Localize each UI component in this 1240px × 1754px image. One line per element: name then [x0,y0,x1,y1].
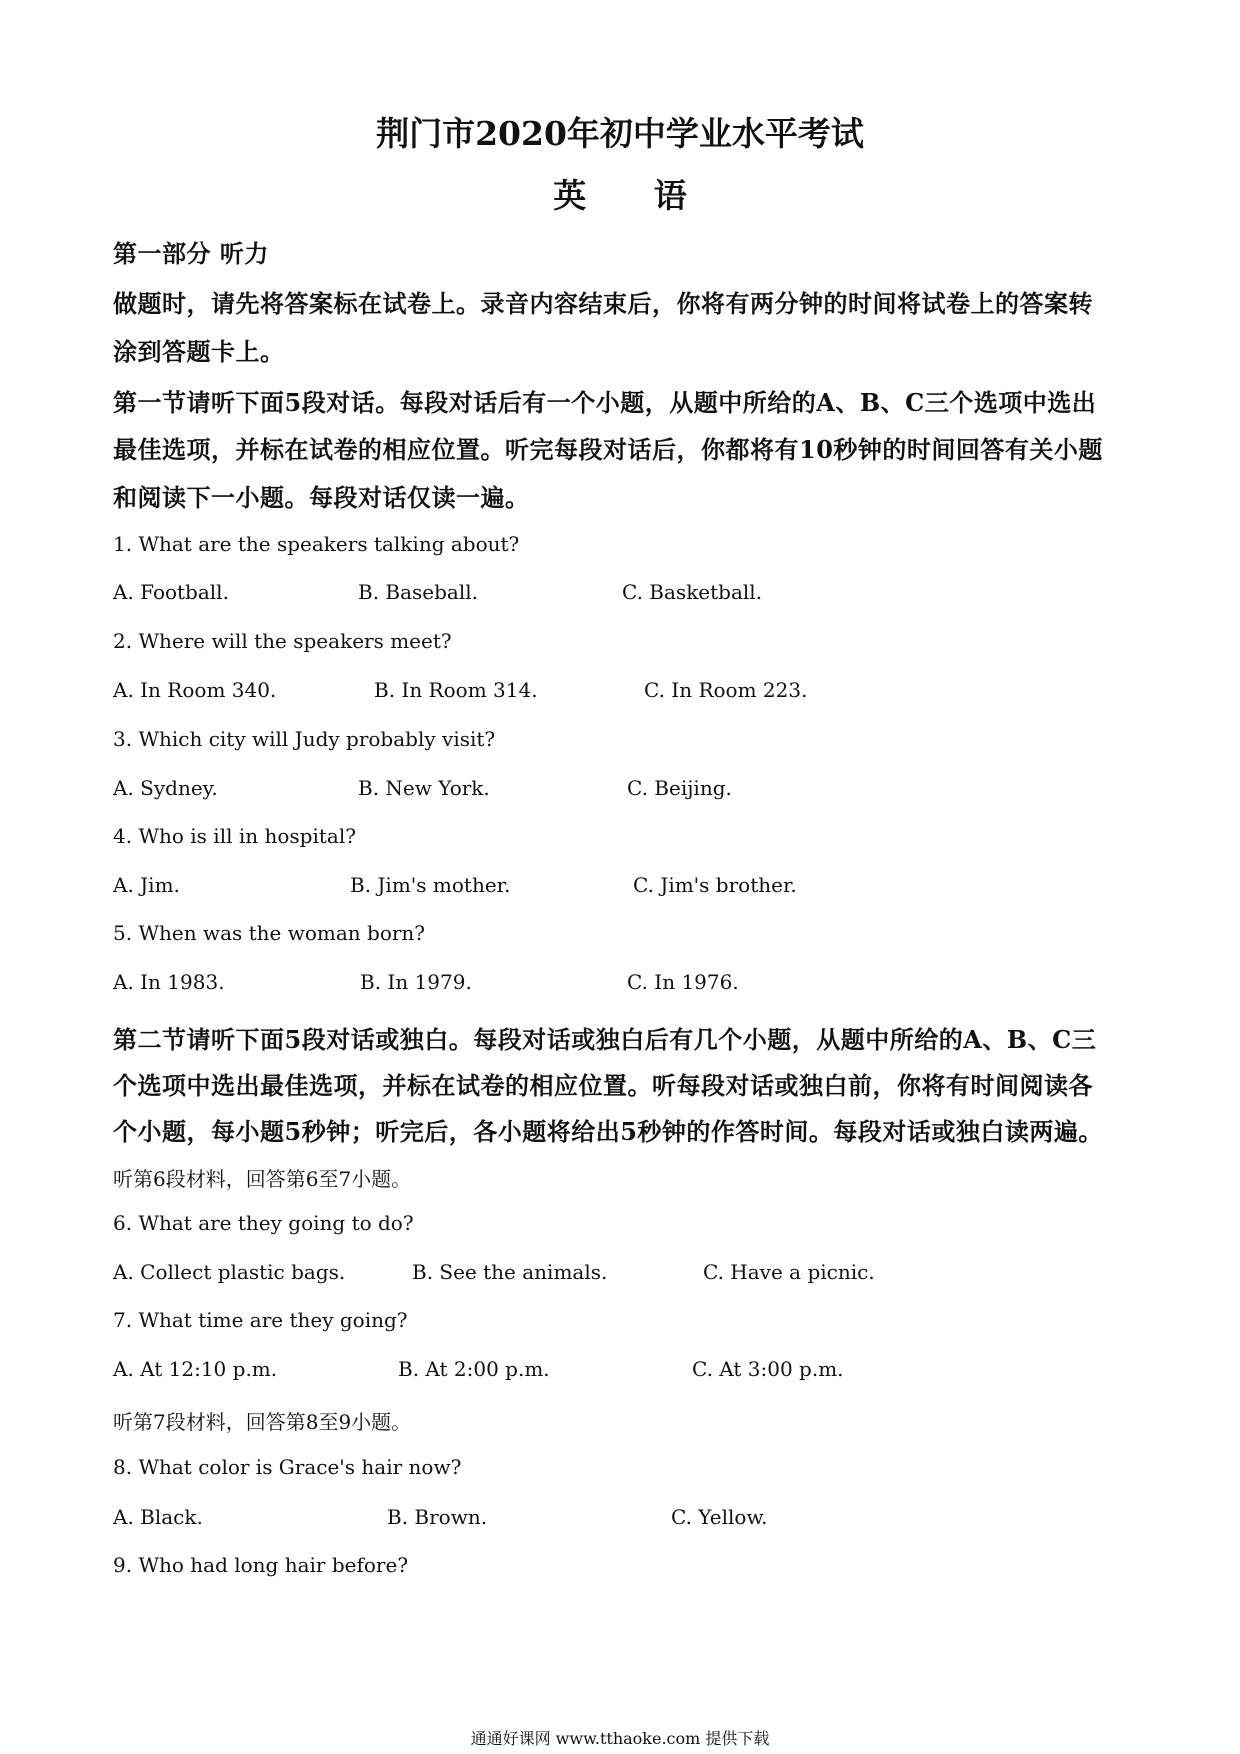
q3-option-c: C. Beijing. [627,776,732,800]
q7-option-c: C. At 3:00 p.m. [692,1357,844,1381]
q6-option-b: B. See the animals. [412,1260,608,1284]
section1-line-1: 第一节请听下面5段对话。每段对话后有一个小题，从题中所给的A、B、C三个选项中选出 [113,388,1097,417]
q3-option-a: A. Sydney. [113,776,218,800]
q2-option-b: B. In Room 314. [374,678,538,702]
intro-line-2: 涂到答题卡上。 [113,337,285,366]
q2-option-c: C. In Room 223. [644,678,808,702]
q5-option-b: B. In 1979. [360,970,472,994]
q6-option-c: C. Have a picnic. [703,1260,875,1284]
footer-source: 通通好课网 www.tthaoke.com 提供下载 [470,1729,770,1748]
q1-option-b: B. Baseball. [358,580,479,604]
question-6: 6. What are they going to do? [113,1211,414,1235]
q4-option-a: A. Jim. [113,873,180,897]
q5-option-c: C. In 1976. [627,970,739,994]
question-2: 2. Where will the speakers meet? [113,629,452,653]
question-9: 9. Who had long hair before? [113,1553,409,1577]
question-1: 1. What are the speakers talking about? [113,532,520,556]
note-questions-8-9: 听第7段材料，回答第8至9小题。 [113,1410,412,1434]
q7-option-b: B. At 2:00 p.m. [398,1357,550,1381]
question-5: 5. When was the woman born? [113,921,426,945]
question-4: 4. Who is ill in hospital? [113,824,356,848]
section2-line-1: 第二节请听下面5段对话或独白。每段对话或独白后有几个小题，从题中所给的A、B、C三 [113,1025,1097,1054]
section1-line-2: 最佳选项，并标在试卷的相应位置。听完每段对话后，你都将有10秒钟的时间回答有关小题 [113,435,1103,464]
subject-title: 英 语 [553,176,715,215]
exam-title: 荆门市2020年初中学业水平考试 [376,114,864,153]
q7-option-a: A. At 12:10 p.m. [113,1357,278,1381]
q1-option-a: A. Football. [113,580,229,604]
part-heading: 第一部分 听力 [113,239,269,268]
q6-option-a: A. Collect plastic bags. [113,1260,346,1284]
q8-option-a: A. Black. [113,1505,203,1529]
q5-option-a: A. In 1983. [113,970,225,994]
question-8: 8. What color is Grace's hair now? [113,1455,462,1479]
q4-option-c: C. Jim's brother. [633,873,797,897]
q2-option-a: A. In Room 340. [113,678,277,702]
q1-option-c: C. Basketball. [622,580,763,604]
q8-option-c: C. Yellow. [671,1505,768,1529]
question-7: 7. What time are they going? [113,1308,408,1332]
note-questions-6-7: 听第6段材料，回答第6至7小题。 [113,1167,412,1191]
section1-line-3: 和阅读下一小题。每段对话仅读一遍。 [113,483,530,512]
q8-option-b: B. Brown. [387,1505,488,1529]
q4-option-b: B. Jim's mother. [350,873,511,897]
q3-option-b: B. New York. [358,776,490,800]
section2-line-2: 个选项中选出最佳选项，并标在试卷的相应位置。听每段对话或独白前，你将有时间阅读各 [113,1071,1093,1100]
question-3: 3. Which city will Judy probably visit? [113,727,496,751]
section2-line-3: 个小题，每小题5秒钟；听完后，各小题将给出5秒钟的作答时间。每段对话或独白读两遍。 [113,1117,1103,1146]
intro-line-1: 做题时，请先将答案标在试卷上。录音内容结束后，你将有两分钟的时间将试卷上的答案转 [113,289,1093,318]
